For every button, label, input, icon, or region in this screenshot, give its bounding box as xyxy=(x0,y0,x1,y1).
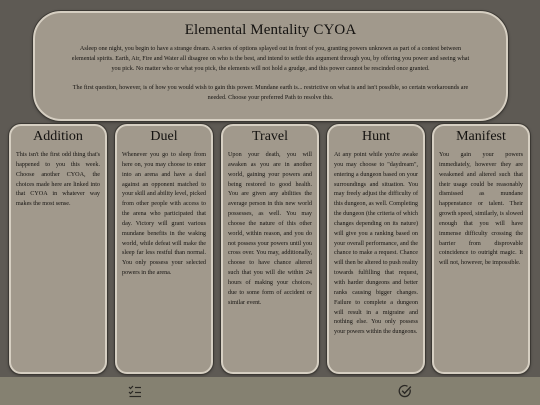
path-description: Upon your death, you will awaken as you are in another world, gaining your powers and being restored to good health. You are given any abilities the average person in this new world possesses, as well. You may choose the nature of this other world, within reason, and you do not possess your powers until you cross over. You may, additionally, choose to have chance altered such that you will die within 24 hours of making your choices, due to some form of accident or similar event. xyxy=(228,152,312,306)
path-description: Whenever you go to sleep from here on, you may choose to enter into an arena and have a duel against an opponent matched to your skill and ability level, picked from other people with access to the arena who participated that day. Victory will grant various mundane benefits in the waking world, while defeat will make the sleep far less restful than normal. You only possess your selected powers in the arena. xyxy=(122,152,206,277)
path-title: Travel xyxy=(251,129,289,144)
path-title: Hunt xyxy=(362,129,390,144)
intro-text: Asleep one night, you begin to have a strange dream. A series of options splayed out in front of you, granting powers unknown as part of a contest between elemental spirits. Earth, Air, Fire and Water all disagree on who is the best, and intend to settle this argument through you, by offering you power and seeing what you pick. No matter who or what you pick, the elements will not hold a grudge, and this power cannot be rescinded once granted. xyxy=(71,46,470,73)
path-description: You gain your powers immediately, however they are weakened and altered such that their usage could be reasonably dismissed as mundane happenstance or talent. Their growth speed, similarly, is slowed enough that you will have immense difficulty crossing the barrier from disprovable coincidence to outright magic. It will not, however, be impossible. xyxy=(439,152,523,267)
circle-check-icon xyxy=(398,384,412,398)
path-card-duel[interactable] xyxy=(115,124,213,374)
path-description: At any point while you're awake you may choose to "daydream", entering a dungeon based on your surroundings and situation. You may freely adjust the difficulty of this dungeon, as well. Completing the dungeon (the criteria of which changes depending on its nature) will give you a ranking based on your overall performance, and the chance to make a request. Chance will then be altered to push reality towards fulfilling that request, with harder dungeons and better ranks causing bigger changes. Failure to complete a dungeon will result in a migraine and nothing else. You only possess your powers within the dungeons. xyxy=(334,152,418,336)
path-card-hunt[interactable] xyxy=(327,124,425,374)
choices-list-button[interactable] xyxy=(126,382,144,400)
path-card-travel[interactable] xyxy=(221,124,319,374)
path-title: Addition xyxy=(33,129,83,144)
page-title: Elemental Mentality CYOA xyxy=(184,22,357,38)
path-title: Manifest xyxy=(456,129,506,144)
path-card-addition[interactable] xyxy=(9,124,107,374)
path-title: Duel xyxy=(150,129,178,144)
bottom-bar xyxy=(0,377,540,405)
path-card-manifest[interactable] xyxy=(432,124,530,374)
confirm-button[interactable] xyxy=(396,382,414,400)
intro-panel xyxy=(33,11,508,121)
path-description: This isn't the first odd thing that's happened to you this week. Choose another CYOA, the choices made here are linked into that CYOA in whatever way makes the most sense. xyxy=(16,152,100,208)
question-text: The first question, however, is of how you would wish to gain this power. Mundane earth is... restrictive on what is and isn't possible, so certain workarounds are needed. Choose your preferred Path to resolve this. xyxy=(72,85,469,102)
list-check-icon xyxy=(128,384,142,398)
